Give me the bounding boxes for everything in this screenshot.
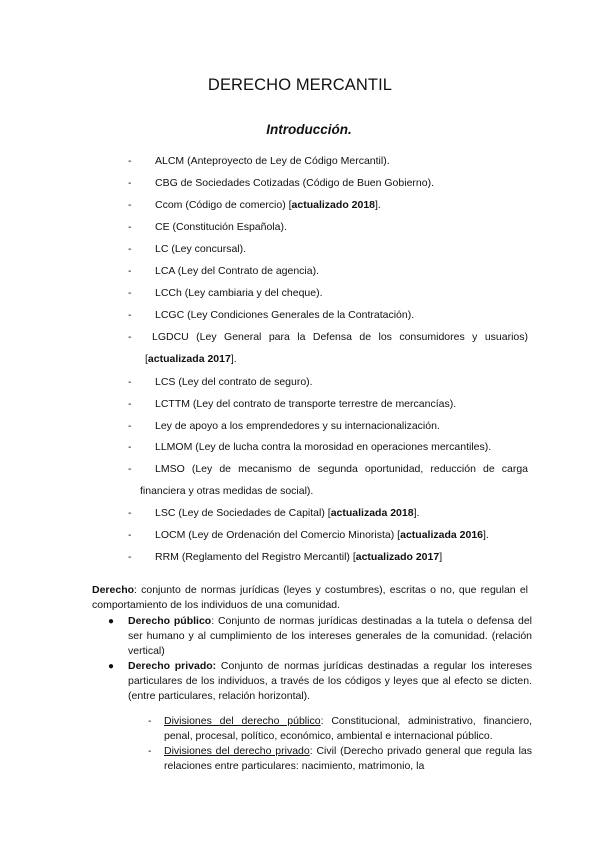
list-item-text: ALCM (Anteproyecto de Ley de Código Mercantil). [155, 155, 390, 167]
dash-marker: - [128, 398, 132, 410]
list-item-text: LMSO (Ley de mecanismo de segunda oportunidad, reducción de carga [155, 463, 528, 475]
list-item-text: LCS (Ley del contrato de seguro). [155, 376, 313, 388]
list-item-text: LCA (Ley del Contrato de agencia). [155, 265, 320, 277]
list-item [148, 714, 532, 744]
list-item-text: LGDCU (Ley General para la Defensa de los consumidores y usuarios) [152, 331, 528, 343]
dash-marker: - [128, 155, 132, 167]
dash-marker: - [128, 287, 132, 299]
dash-marker: - [128, 243, 132, 255]
dash-marker: - [128, 221, 132, 233]
derecho-term: Derecho [92, 584, 135, 596]
dash-marker: - [128, 507, 132, 519]
list-item [92, 659, 532, 704]
division-text: : Constitucional, administrativo, financiero, penal, procesal, político, económico, ambiental e internacional público. [164, 715, 532, 742]
division-term: Divisiones del derecho público [164, 715, 321, 727]
dash-marker: - [128, 331, 132, 343]
list-item-text: Ley de apoyo a los emprendedores y su internacionalización. [155, 420, 440, 432]
list-item-text: LOCM (Ley de Ordenación del Comercio Minorista) [actualizada 2016]. [155, 529, 489, 541]
dash-marker: - [128, 309, 132, 321]
dash-marker: - [128, 529, 132, 541]
dash-marker: - [128, 441, 132, 453]
list-item-text: [actualizada 2017]. [145, 353, 237, 365]
list-item-text: LCGC (Ley Condiciones Generales de la Contratación). [155, 309, 415, 321]
division-text: : Civil (Derecho privado general que regula las relaciones entre particulares: nacimiento, matrimonio, la [164, 745, 532, 772]
list-item-text: CE (Constitución Española). [155, 221, 287, 233]
list-item-text: Ccom (Código de comercio) [actualizado 2018]. [155, 199, 381, 211]
dash-marker: - [128, 551, 132, 563]
list-item-text: LLMOM (Ley de lucha contra la morosidad en operaciones mercantiles). [155, 441, 492, 453]
dash-marker: - [148, 715, 152, 727]
list-item-text: RRM (Reglamento del Registro Mercantil) [actualizado 2017] [155, 551, 443, 563]
bullet-term: Derecho privado: [128, 660, 217, 672]
list-item-text: CBG de Sociedades Cotizadas (Código de Buen Gobierno). [155, 177, 434, 189]
derecho-definition [92, 583, 528, 613]
bullet-text: : Conjunto de normas jurídicas destinadas a la tutela o defensa del ser humano y al cumplimiento de los intereses generales de la comunidad. (relación vertical) [128, 615, 533, 657]
list-item-text: financiera y otras medidas de social). [140, 485, 314, 497]
section-subtitle: Introducción. [266, 122, 352, 137]
bullet-term: Derecho público [128, 615, 212, 627]
dash-marker: - [128, 265, 132, 277]
division-term: Divisiones del derecho privado [164, 745, 310, 757]
dash-marker: - [128, 376, 132, 388]
dash-marker: - [128, 420, 132, 432]
list-item [92, 614, 532, 659]
bullet-icon: ● [108, 616, 115, 627]
derecho-text: : conjunto de normas jurídicas (leyes y costumbres), escritas o no, que regulan el comportamiento de los individuos de una comunidad. [92, 584, 528, 611]
list-item-text: LC (Ley concursal). [155, 243, 247, 255]
dash-marker: - [148, 745, 152, 757]
bullet-list [92, 614, 532, 704]
list-item [148, 744, 532, 774]
bullet-icon: ● [108, 661, 115, 672]
dash-marker: - [128, 199, 132, 211]
divisions-list [148, 714, 532, 774]
document-title: DERECHO MERCANTIL [207, 76, 393, 94]
list-item-text: LCTTM (Ley del contrato de transporte terrestre de mercancías). [155, 398, 457, 410]
dash-marker: - [128, 177, 132, 189]
bullet-text: Conjunto de normas jurídicas destinadas a regular los intereses particulares de los individuos, a través de los códigos y leyes que al efecto se dicten. (entre particulares, relación horizontal). [128, 660, 532, 702]
list-item-text: LCCh (Ley cambiaria y del cheque). [155, 287, 323, 299]
dash-marker: - [128, 463, 132, 475]
list-item-text: LSC (Ley de Sociedades de Capital) [actualizada 2018]. [155, 507, 420, 519]
